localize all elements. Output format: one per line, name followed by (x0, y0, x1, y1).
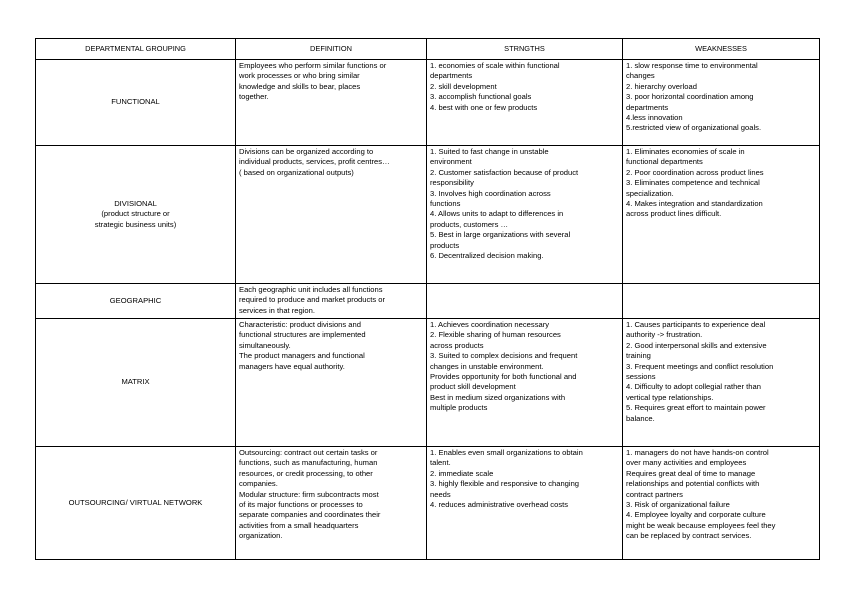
header-weaknesses: WEAKNESSES (623, 39, 820, 60)
cell-line: 5.restricted view of organizational goals. (626, 123, 762, 133)
cell-line: talent. (430, 458, 451, 468)
cell-line: products (430, 240, 460, 250)
header-definition: DEFINITION (236, 39, 427, 60)
definition-cell (236, 60, 427, 146)
cell-line: knowledge and skills to bear, places (239, 81, 361, 91)
grouping-cell (36, 60, 236, 146)
cell-line: (product structure or (101, 209, 170, 219)
cell-line: product skill development (430, 382, 516, 392)
cell-line: 5. Requires great effort to maintain power (626, 403, 766, 413)
cell-line: balance. (626, 413, 655, 423)
cell-line: 1. Causes participants to experience deal (626, 320, 766, 329)
cell-line: functions, such as manufacturing, human (239, 458, 378, 468)
header-strengths: STRNGTHS (427, 39, 623, 60)
departmental-grouping-table (35, 38, 820, 560)
cell-line: 3. poor horizontal coordination among (626, 92, 754, 102)
grouping-cell (36, 447, 236, 560)
cell-line: relationships and potential conflicts with (626, 479, 760, 489)
grouping-cell (36, 319, 236, 447)
cell-line: 4. Makes integration and standardization (626, 199, 763, 209)
cell-line: resources, or credit processing, to other (239, 468, 373, 478)
definition-cell (236, 284, 427, 319)
cell-line: Characteristic: product divisions and (239, 320, 361, 329)
cell-line: The product managers and functional (239, 351, 365, 361)
cell-line: activities from a small headquarters (239, 520, 359, 530)
table-row (36, 60, 820, 146)
cell-line: departments (430, 71, 473, 81)
cell-line: GEOGRAPHIC (109, 295, 162, 305)
weaknesses-cell (623, 284, 820, 319)
cell-line: specialization. (626, 188, 674, 198)
cell-line: 2. Good interpersonal skills and extensive (626, 340, 767, 350)
cell-line: managers have equal authority. (239, 361, 345, 371)
strengths-cell (427, 319, 623, 447)
cell-line: 4. Difficulty to adopt collegial rather than (626, 382, 761, 392)
cell-line: sessions (626, 372, 656, 382)
cell-line: multiple products (430, 403, 488, 413)
cell-line: Provides opportunity for both functional and (430, 372, 577, 382)
cell-line: 2. Customer satisfaction because of product (430, 167, 579, 177)
cell-line: 2. immediate scale (430, 468, 494, 478)
cell-line: strategic business units) (94, 219, 177, 229)
strengths-cell (427, 60, 623, 146)
cell-line: of its major functions or processes to (239, 500, 363, 510)
cell-line: companies. (239, 479, 278, 489)
cell-line: can be replaced by contract services. (626, 531, 752, 541)
cell-line: 2. skill development (430, 81, 497, 91)
header-row (36, 39, 820, 60)
cell-line: Employees who perform similar functions or (239, 61, 387, 70)
cell-line: MATRIX (121, 377, 150, 387)
cell-line: vertical type relationships. (626, 392, 714, 402)
cell-line: OUTSOURCING/ VIRTUAL NETWORK (68, 497, 203, 507)
cell-line: 3. Involves high coordination across (430, 188, 551, 198)
cell-line: 3. highly flexible and responsive to changing (430, 479, 580, 489)
cell-line: functional departments (626, 157, 703, 167)
definition-cell (236, 447, 427, 560)
cell-line: FUNCTIONAL (111, 97, 160, 107)
cell-line: 2. Flexible sharing of human resources (430, 330, 561, 340)
cell-line: 2. Poor coordination across product lines (626, 167, 764, 177)
weaknesses-cell (623, 447, 820, 560)
strengths-cell (427, 284, 623, 319)
cell-line: Modular structure: firm subcontracts most (239, 489, 379, 499)
cell-line: 4. Employee loyalty and corporate culture (626, 510, 766, 520)
cell-line: departments (626, 102, 669, 112)
cell-line: 5. Best in large organizations with several (430, 230, 571, 240)
cell-line: required to produce and market products or (239, 295, 386, 305)
cell-line: 1. Achieves coordination necessary (430, 320, 550, 329)
cell-line: functions (430, 199, 461, 209)
cell-line: 4.less innovation (626, 113, 683, 123)
weaknesses-cell (623, 319, 820, 447)
cell-line: 3. Frequent meetings and conflict resolution (626, 361, 774, 371)
cell-line: 3. Suited to complex decisions and frequent (430, 351, 578, 361)
cell-line: 1. slow response time to environmental (626, 61, 758, 70)
cell-line: Divisions can be organized according to (239, 147, 374, 156)
cell-line: Requires great deal of time to manage (626, 468, 756, 478)
cell-line: Each geographic unit includes all functions (239, 285, 383, 294)
cell-line: needs (430, 489, 451, 499)
cell-line: over many activities and employees (626, 458, 747, 468)
cell-line: 3. Risk of organizational failure (626, 500, 730, 510)
cell-line: work processes or who bring similar (239, 71, 360, 81)
cell-line: authority -> frustration. (626, 330, 703, 340)
cell-line: 1. Enables even small organizations to obtain (430, 448, 583, 457)
cell-line: 4. reduces administrative overhead costs (430, 500, 569, 510)
table-row (36, 146, 820, 284)
grouping-cell (36, 284, 236, 319)
cell-line: 2. hierarchy overload (626, 81, 697, 91)
table-row (36, 284, 820, 319)
cell-line: might be weak because employees feel they (626, 520, 776, 530)
cell-line: Outsourcing: contract out certain tasks or (239, 448, 378, 457)
cell-line: responsibility (430, 178, 474, 188)
cell-line: ( based on organizational outputs) (239, 167, 354, 177)
cell-line: DIVISIONAL (114, 198, 157, 208)
cell-line: across products (430, 340, 484, 350)
cell-line: 3. accomplish functional goals (430, 92, 532, 102)
cell-line: 4. best with one or few products (430, 102, 538, 112)
cell-line: 1. economies of scale within functional (430, 61, 560, 70)
cell-line: services in that region. (239, 305, 315, 315)
cell-line: functional structures are implemented (239, 330, 366, 340)
cell-line: training (626, 351, 651, 361)
cell-line: Best in medium sized organizations with (430, 392, 566, 402)
cell-line: simultaneously. (239, 340, 291, 350)
weaknesses-cell (623, 60, 820, 146)
cell-line: products, customers … (430, 219, 509, 229)
table-row (36, 447, 820, 560)
grouping-cell (36, 146, 236, 284)
cell-line: 6. Decentralized decision making. (430, 251, 544, 261)
definition-cell (236, 319, 427, 447)
cell-line: 3. Eliminates competence and technical (626, 178, 760, 188)
cell-line: changes in unstable environment. (430, 361, 544, 371)
cell-line: changes (626, 71, 655, 81)
definition-cell (236, 146, 427, 284)
header-departmental-grouping: DEPARTMENTAL GROUPING (36, 39, 236, 60)
weaknesses-cell (623, 146, 820, 284)
cell-line: 1. managers do not have hands-on control (626, 448, 769, 457)
strengths-cell (427, 447, 623, 560)
strengths-cell (427, 146, 623, 284)
cell-line: separate companies and coordinates their (239, 510, 381, 520)
cell-line: organization. (239, 531, 283, 541)
cell-line: 4. Allows units to adapt to differences in (430, 209, 564, 219)
cell-line: 1. Eliminates economies of scale in (626, 147, 745, 156)
cell-line: 1. Suited to fast change in unstable (430, 147, 549, 156)
cell-line: contract partners (626, 489, 683, 499)
cell-line: environment (430, 157, 472, 167)
cell-line: across product lines difficult. (626, 209, 722, 219)
table-row (36, 319, 820, 447)
cell-line: individual products, services, profit centres… (239, 157, 390, 167)
cell-line: together. (239, 92, 269, 102)
